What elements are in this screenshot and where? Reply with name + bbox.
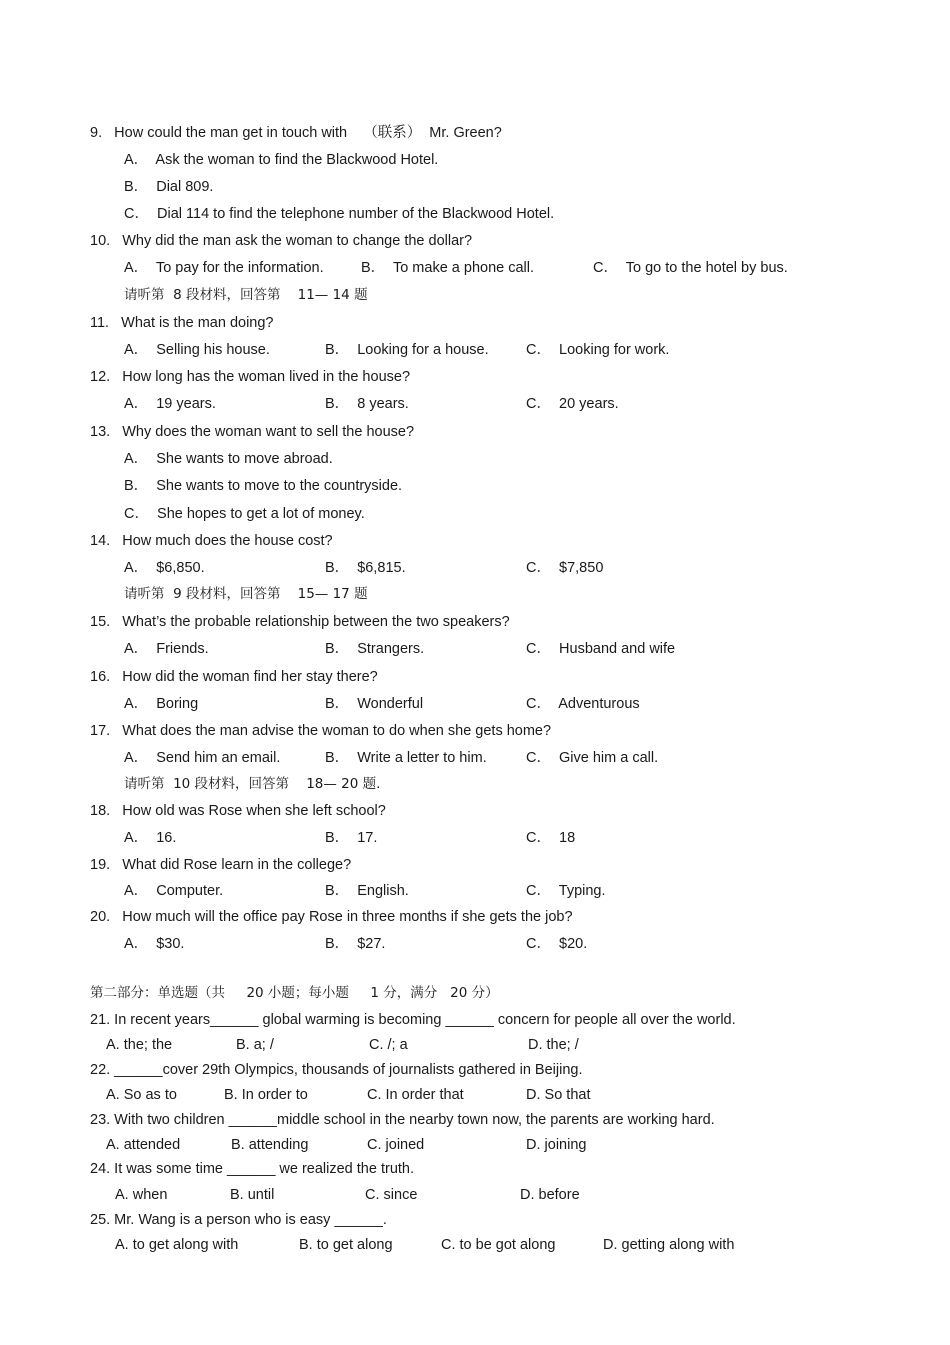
question-stem: 13. Why does the woman want to sell the house? bbox=[90, 424, 415, 440]
option-a: A. So as to bbox=[106, 1087, 177, 1103]
section-instruction: 请听第 9 段材料，回答第 15— 17 题 bbox=[124, 586, 368, 602]
option-a: A． Computer. bbox=[124, 883, 224, 899]
option-a: A． Friends. bbox=[124, 641, 209, 657]
question-stem: 17. What does the man advise the woman to do when she gets home? bbox=[90, 723, 552, 739]
option-c: C． Adventurous bbox=[526, 696, 640, 712]
option-a: A． $6,850. bbox=[124, 560, 205, 576]
option-b: B. attending bbox=[231, 1137, 309, 1153]
option-a: A． 19 years. bbox=[124, 396, 216, 412]
option-c: C. since bbox=[365, 1187, 418, 1203]
question-stem: 21. In recent years______ global warming is becoming ______ concern for people all over the world. bbox=[90, 1012, 736, 1028]
option-c: C． Looking for work. bbox=[526, 342, 670, 358]
option-c: C． To go to the hotel by bus. bbox=[593, 260, 788, 276]
question-stem: 19. What did Rose learn in the college? bbox=[90, 857, 352, 873]
question-stem: 10. Why did the man ask the woman to change the dollar? bbox=[90, 233, 473, 249]
question-stem: 16. How did the woman find her stay there? bbox=[90, 669, 378, 685]
option-c: C. to be got along bbox=[441, 1237, 556, 1253]
question-stem: 25. Mr. Wang is a person who is easy ______. bbox=[90, 1212, 387, 1228]
option-a: A． To pay for the information. bbox=[124, 260, 324, 276]
option-c: C. joined bbox=[367, 1137, 425, 1153]
option-a: A． She wants to move abroad. bbox=[124, 451, 333, 467]
option-c: C． $7,850 bbox=[526, 560, 604, 576]
option-b: B. until bbox=[230, 1187, 275, 1203]
option-d: D. before bbox=[520, 1187, 580, 1203]
question-stem: 14. How much does the house cost? bbox=[90, 533, 333, 549]
option-b: B． Strangers. bbox=[325, 641, 425, 657]
option-a: A. attended bbox=[106, 1137, 181, 1153]
question-stem: 9. How could the man get in touch with （联系） Mr. Green? bbox=[90, 125, 502, 141]
question-stem: 15. What’s the probable relationship between the two speakers? bbox=[90, 614, 510, 630]
question-stem: 24. It was some time ______ we realized the truth. bbox=[90, 1161, 415, 1177]
option-c: C． Give him a call. bbox=[526, 750, 659, 766]
option-d: D. So that bbox=[526, 1087, 591, 1103]
option-c: C． Husband and wife bbox=[526, 641, 676, 657]
option-b: B. In order to bbox=[224, 1087, 308, 1103]
option-a: A． $30. bbox=[124, 936, 185, 952]
option-a: A． Send him an email. bbox=[124, 750, 281, 766]
question-stem: 20. How much will the office pay Rose in three months if she gets the job? bbox=[90, 909, 573, 925]
option-b: B． She wants to move to the countryside. bbox=[124, 478, 403, 494]
question-stem: 22. ______cover 29th Olympics, thousands of journalists gathered in Beijing. bbox=[90, 1062, 583, 1078]
question-stem: 23. With two children ______middle school in the nearby town now, the parents are working hard. bbox=[90, 1112, 715, 1128]
option-b: B. to get along bbox=[299, 1237, 393, 1253]
option-a: A． Selling his house. bbox=[124, 342, 270, 358]
option-b: B． 17. bbox=[325, 830, 378, 846]
option-a: A． 16. bbox=[124, 830, 177, 846]
option-a: A． Boring bbox=[124, 696, 199, 712]
option-b: B． Dial 809. bbox=[124, 179, 214, 195]
question-stem: 18. How old was Rose when she left school? bbox=[90, 803, 386, 819]
option-b: B． To make a phone call. bbox=[361, 260, 535, 276]
option-c: C. In order that bbox=[367, 1087, 464, 1103]
option-b: B． $6,815. bbox=[325, 560, 406, 576]
section-instruction: 请听第 10 段材料，回答第 18— 20 题. bbox=[124, 776, 381, 792]
option-b: B． Looking for a house. bbox=[325, 342, 489, 358]
option-b: B． English. bbox=[325, 883, 409, 899]
option-d: D. getting along with bbox=[603, 1237, 735, 1253]
option-b: B． Wonderful bbox=[325, 696, 424, 712]
option-c: C. /; a bbox=[369, 1037, 408, 1053]
option-a: A. when bbox=[115, 1187, 168, 1203]
option-a: A. to get along with bbox=[115, 1237, 239, 1253]
option-a: A． Ask the woman to find the Blackwood Hotel. bbox=[124, 152, 439, 168]
option-c: C． 20 years. bbox=[526, 396, 619, 412]
option-c: C． Typing. bbox=[526, 883, 606, 899]
question-stem: 11. What is the man doing? bbox=[90, 315, 274, 331]
option-c: C． She hopes to get a lot of money. bbox=[124, 506, 365, 522]
section-instruction: 请听第 8 段材料，回答第 11— 14 题 bbox=[124, 287, 368, 303]
option-d: D. joining bbox=[526, 1137, 587, 1153]
question-stem: 12. How long has the woman lived in the house? bbox=[90, 369, 411, 385]
option-a: A. the; the bbox=[106, 1037, 173, 1053]
part2-header: 第二部分：单选题（共 20 小题；每小题 1 分，满分 20 分） bbox=[90, 985, 499, 1001]
option-b: B． 8 years. bbox=[325, 396, 409, 412]
option-b: B． Write a letter to him. bbox=[325, 750, 487, 766]
option-b: B． $27. bbox=[325, 936, 386, 952]
option-d: D. the; / bbox=[528, 1037, 579, 1053]
option-b: B. a; / bbox=[236, 1037, 274, 1053]
option-c: C． 18 bbox=[526, 830, 576, 846]
option-c: C． Dial 114 to find the telephone number of the Blackwood Hotel. bbox=[124, 206, 555, 222]
option-c: C． $20. bbox=[526, 936, 588, 952]
